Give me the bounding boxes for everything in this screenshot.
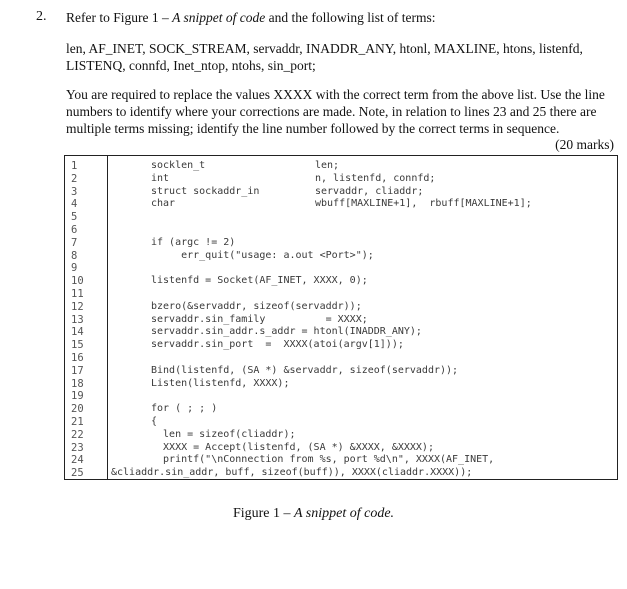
- question-intro: [66, 9, 618, 26]
- line-number: 3: [71, 185, 78, 198]
- line-number: 19: [71, 390, 84, 403]
- instructions: You are required to replace the values XXXX with the correct term from the above list. Use the line numbers to identify where your corrections are made. Note, in relation to lines 23 and 25 there are multiple terms missing; identify the line number followed by the correct terms in sequence.: [66, 87, 605, 136]
- line-number: 2: [71, 172, 78, 185]
- line-number: 10: [71, 275, 84, 288]
- code-line: servaddr.sin_port = XXXX(atoi(argv[1]));: [151, 339, 404, 351]
- line-number: 8: [71, 249, 78, 262]
- code-line-decl: servaddr, cliaddr;: [315, 185, 424, 197]
- intro-suffix: and the following list of terms:: [265, 10, 436, 25]
- line-number: 14: [71, 326, 84, 339]
- line-number: 22: [71, 428, 84, 441]
- line-number: 17: [71, 364, 84, 377]
- terms-list: len, AF_INET, SOCK_STREAM, servaddr, INADDR_ANY, htonl, MAXLINE, htons, listenfd, LISTENQ, connfd, Inet_ntop, ntohs, sin_port;: [66, 41, 583, 73]
- line-number: 4: [71, 198, 78, 211]
- code-line: servaddr.sin_family = XXXX;: [151, 313, 368, 325]
- marks-label: (20 marks): [555, 137, 614, 152]
- code-line-type: socklen_t: [151, 160, 206, 171]
- code-line: listenfd = Socket(AF_INET, XXXX, 0);: [151, 275, 368, 287]
- line-number: 23: [71, 441, 84, 454]
- code-line-decl: wbuff[MAXLINE+1], rbuff[MAXLINE+1];: [315, 198, 532, 210]
- question-number: 2.: [36, 9, 47, 24]
- code-line: XXXX = Accept(listenfd, (SA *) &XXXX, &XXXX);: [151, 441, 434, 453]
- code-line: servaddr.sin_addr.s_addr = htonl(INADDR_ANY);: [151, 326, 422, 338]
- line-number: 13: [71, 313, 84, 326]
- line-number: 25: [71, 467, 84, 480]
- code-line: &cliaddr.sin_addr, buff, sizeof(buff)), XXXX(cliaddr.XXXX));: [111, 467, 473, 479]
- code-line: printf("\nConnection from %s, port %d\n", XXXX(AF_INET,: [151, 454, 495, 466]
- line-number: 21: [71, 416, 84, 428]
- line-number: 16: [71, 352, 84, 364]
- code-line-type: char: [151, 198, 176, 210]
- figure-caption: [0, 506, 627, 522]
- line-number: 11: [71, 288, 84, 300]
- line-number: 24: [71, 454, 84, 467]
- code-line-decl: n, listenfd, connfd;: [315, 172, 436, 184]
- code-line: Listen(listenfd, XXXX);: [151, 377, 290, 389]
- line-number: 12: [71, 300, 84, 313]
- code-line: for ( ; ; ): [151, 403, 218, 415]
- line-number: 18: [71, 377, 84, 390]
- intro-prefix: Refer to Figure 1 –: [66, 10, 173, 25]
- code-line-decl: len;: [315, 160, 340, 171]
- code-line-type: struct sockaddr_in: [151, 185, 260, 197]
- caption-title: A snippet of code.: [294, 506, 395, 521]
- code-line: len = sizeof(cliaddr);: [151, 428, 296, 440]
- code-line: if (argc != 2): [151, 236, 236, 248]
- line-number-gutter: [65, 156, 108, 479]
- line-number: 5: [71, 211, 78, 224]
- line-number: 20: [71, 403, 84, 416]
- code-snippet-box: [64, 155, 618, 480]
- line-number: 1: [71, 160, 78, 172]
- intro-figure-title: A snippet of code: [172, 10, 266, 25]
- line-number: 6: [71, 224, 78, 236]
- line-number: 9: [71, 262, 78, 275]
- line-number: 7: [71, 236, 78, 249]
- code-line: {: [151, 416, 158, 427]
- code-line-type: int: [151, 172, 170, 184]
- code-line: bzero(&servaddr, sizeof(servaddr));: [151, 300, 362, 312]
- code-line: err_quit("usage: a.out <Port>");: [151, 249, 374, 261]
- line-number: 15: [71, 339, 84, 352]
- code-line: Bind(listenfd, (SA *) &servaddr, sizeof(servaddr));: [151, 364, 459, 376]
- caption-prefix: Figure 1 –: [232, 506, 294, 521]
